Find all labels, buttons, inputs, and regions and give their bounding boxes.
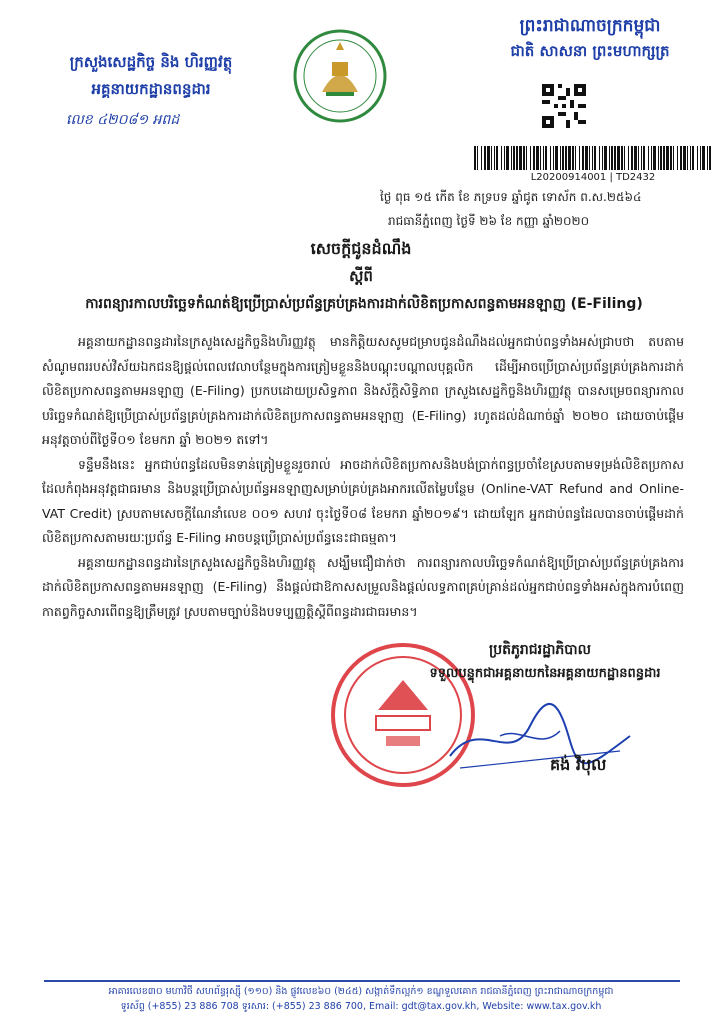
signatory-name: គង់ វិបុល <box>550 755 607 774</box>
kingdom-name: ព្រះរាជាណាចក្រកម្ពុជា <box>519 16 661 36</box>
barcode <box>474 146 712 170</box>
national-motto: ជាតិ សាសនា ព្រះមហាក្សត្រ <box>510 42 670 60</box>
department-name: អគ្គនាយកដ្ឋានពន្ធដារ <box>91 80 211 98</box>
ministry-name: ក្រសួងសេដ្ឋកិច្ច និង ហិរញ្ញវត្ថុ <box>69 53 233 71</box>
kingdom-header <box>474 14 706 62</box>
signatory-title: ប្រតិភូរាជរដ្ឋាភិបាល <box>489 642 591 658</box>
paragraph-2: ទន្ទឹមនឹងនេះ អ្នកជាប់ពន្ធដែលមិនទាន់ត្រៀមខ្លួនរួចរាល់ អាចដាក់លិខិតប្រកាសនិងបង់ប្រាក់ពន្ធប្រចាំខែស្របតាមទម្រង់លិខិតប្រកាសដែលកំពុងអនុវត្តជាធរមាន និងបន្តប្រើប្រាស់ប្រព័ន្ធអនឡាញសម្រាប់គ្រប់គ្រងអាករលើតម្លៃបន្ថែម (Online-VAT Refund and Online-VAT Credit) ស្របតាមសេចក្តីណែនាំលេខ ០០១ សហវ ចុះថ្ងៃទី០៨ ខែមករា ឆ្នាំ២០១៩។ ដោយឡែក អ្នកជាប់ពន្ធដែលបានចាប់ផ្តើមដាក់លិខិតប្រកាសតាមរយៈប្រព័ន្ធ E-Filing អាចបន្តប្រើប្រាស់ប្រព័ន្ធនេះជាធម្មតា។ <box>42 456 684 545</box>
footer-divider <box>44 980 680 982</box>
paragraph-3: អគ្គនាយកដ្ឋានពន្ធដារនៃក្រសួងសេដ្ឋកិច្ចនិងហិរញ្ញវត្ថុ សង្ឃឹមជឿជាក់ថា ការពន្យារកាលបរិច្ឆេទកំណត់ឱ្យប្រើប្រាស់ប្រព័ន្ធគ្រប់គ្រងការដាក់លិខិតប្រកាសពន្ធតាមអនឡាញ (E-Filing) នឹងផ្តល់ជាឱកាសសម្រួលនិងផ្តល់លទ្ធភាពគ្រប់គ្រាន់ដល់អ្នកជាប់ពន្ធទាំងអស់ក្នុងការបំពេញកាតព្វកិច្ចសារពើពន្ធឱ្យត្រឹមត្រូវ ស្របតាមច្បាប់និងបទប្បញ្ញត្តិស្តីពីពន្ធដារជាធរមាន។ <box>42 554 684 619</box>
footer-address: អាគារលេខ៣០ មហាវិថី សហព័ន្ធរុស្ស៊ី (១១០) និង ផ្លូវលេខ៦០ (២៤៥) សង្កាត់ទឹកល្អក់១ ខណ្ឌទួលគោក រាជធានីភ្នំពេញ ព្រះរាជាណាចក្រកម្ពុជា <box>108 986 614 997</box>
paragraph-1: អគ្គនាយកដ្ឋានពន្ធដារនៃក្រសួងសេដ្ឋកិច្ចនិងហិរញ្ញវត្ថុ មានកិត្តិយសសូមជម្រាបជូនដំណឹងដល់អ្នកជាប់ពន្ធទាំងអស់ជ្រាបថា តបតាមសំណូមពររបស់វិស័យឯកជនឱ្យផ្តល់ពេលវេលាបន្ថែមក្នុងការត្រៀមខ្លួននិងបណ្តុះបណ្តាលបុគ្គលិក ដើម្បីអាចប្រើប្រាស់ប្រព័ន្ធគ្រប់គ្រងការដាក់លិខិតប្រកាសពន្ធតាមអនឡាញ (E-Filing) ប្រកបដោយប្រសិទ្ធភាព និងស័ក្តិសិទ្ធិភាព ក្រសួងសេដ្ឋកិច្ចនិងហិរញ្ញវត្ថុ បានសម្រេចពន្យារកាលបរិច្ឆេទកំណត់ឱ្យប្រើប្រាស់ប្រព័ន្ធគ្រប់គ្រងការដាក់លិខិតប្រកាសពន្ធតាមអនឡាញ (E-Filing) រហូតដល់ដំណាច់ឆ្នាំ ២០២០ ដោយចាប់ផ្តើមអនុវត្តចាប់ពីថ្ងៃទី០១ ខែមករា ឆ្នាំ ២០២១ តទៅ។ <box>42 334 684 447</box>
reference-number: លេខ ៤២០៨១ អពដ <box>66 112 180 128</box>
letter-body <box>42 330 684 624</box>
subject-label: ស្តីពី <box>349 267 373 285</box>
notice-topic: ការពន្យារកាលបរិច្ឆេទកំណត់ឱ្យប្រើប្រាស់ប្រព័ន្ធគ្រប់គ្រងការដាក់លិខិតប្រកាសពន្ធតាមអនឡាញ (E-Filing) <box>85 296 643 312</box>
barcode-number: L20200914001 | TD2432 <box>530 172 656 183</box>
notice-title: សេចក្តីជូនដំណឹង <box>310 239 412 258</box>
gdt-logo <box>292 28 388 124</box>
qr-code <box>542 84 586 128</box>
lunar-date: ថ្ងៃ ពុធ ១៥ កើត ខែ ភទ្របទ ឆ្នាំជូត ទោស័ក ព.ស.២៥៦៤ <box>380 190 642 204</box>
signatory-position: ទទួលបន្ទុកជាអគ្គនាយកនៃអគ្គនាយកដ្ឋានពន្ធដារ <box>429 666 661 681</box>
solar-date: រាជធានីភ្នំពេញ ថ្ងៃទី ២៦ ខែ កញ្ញា ឆ្នាំ២០២០ <box>388 214 590 228</box>
ministry-header <box>26 52 276 130</box>
footer-contact: ទូរស័ព្ទ (+855) 23 886 708 ទូរសារ: (+855) 23 886 700, Email: gdt@tax.gov.kh, Website: www.tax.gov.kh <box>120 1001 602 1012</box>
